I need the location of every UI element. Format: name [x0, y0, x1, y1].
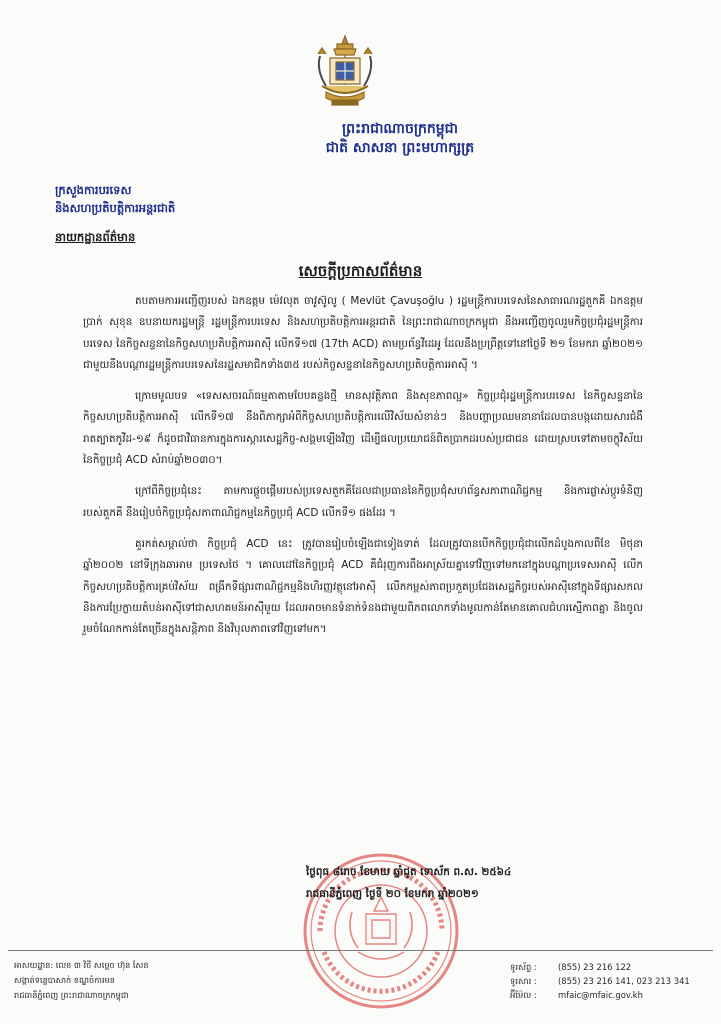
paragraph-3: ក្រៅពីកិច្ចប្រជុំនេះ តាមការផ្ដួចផ្ដើមរបស់ប្រទេសតួកគីដែលជាប្រធាននៃកិច្ចប្រជុំសហព័ន្ធសភាពាណិជ្ជកម្ម និងការផ្លាស់ប្ដូរទំនិញរបស់តួកគី នឹងរៀបចំកិច្ចប្រជុំសភាពាណិជ្ជកម្មនៃកិច្ចប្រជុំ ACD លើកទី១ ផងដែរ ។ — [83, 485, 643, 519]
phone-row — [510, 960, 690, 974]
department-name: នាយកដ្ឋានព័ត៌មាន — [55, 230, 136, 244]
ministry-name — [55, 181, 175, 217]
fax-label: ទូរសារ : — [510, 976, 537, 986]
phone-label: ទូរស័ព្ទ : — [510, 962, 537, 972]
address-line-2: សង្កាត់ទន្លេបាសាក់ ខណ្ឌចំការមន — [14, 975, 115, 985]
fax-value: (855) 23 216 141, 023 213 341 — [558, 976, 690, 986]
ministry-line-2: និងសហប្រតិបត្តិការអន្តរជាតិ — [55, 201, 176, 215]
phone-value[interactable]: (855) 23 216 122 — [558, 962, 632, 972]
footer-contacts — [510, 960, 690, 1002]
ministry-line-1: ក្រសួងការបរទេស — [55, 183, 132, 197]
document-title: សេចក្ដីប្រកាសព័ត៌មាន — [298, 262, 423, 280]
email-row — [510, 988, 690, 1002]
paragraph-2: ក្រោមមូលបទ «ទេសសចរណ៍ធម្មតាតាមបែបគន្លងថ្មី មានសុវត្ថិភាព និងសុខភាពល្អ» កិច្ចប្រជុំរដ្ឋមន្ត្រីការបរទេស នៃកិច្ចសន្ទនានៃកិច្ចសហប្រតិបត្តិការអាស៊ី លើកទី១៧ នឹងពិភាក្សាអំពីកិច្ចសហប្រតិបត្តិការលើវិស័យសំខាន់ៗ និងបញ្ហាប្រឈមនានាដែលបានបង្កដោយសារជំងឺរាតត្បាតកូវីដ-១៩ ក៏ដូចជាវិធានការក្នុងការស្ដារសេដ្ឋកិច្ច-សង្គមឡើងវិញ ដើម្បីផលប្រយោជន៍ពិតប្រាកដរបស់ប្រជាជន ដោយស្របទៅតាមចក្ខុវិស័យនៃកិច្ចប្រជុំ ACD សំរាប់ឆ្នាំ២០៣០។ — [83, 390, 643, 467]
kingdom-motto — [250, 120, 550, 158]
address-line-1: អាសយដ្ឋាន: លេខ ៣ វិថី សម្ដេច ហ៊ុន សែន — [14, 960, 149, 970]
paragraph-1: តបតាមការអញ្ជើញរបស់ ឯកឧត្តម ម៉េវលុត ចាវូស៊ូលូ ( Mevlüt Çavuşoğlu ) រដ្ឋមន្ត្រីការបរទេសនៃសាធារណរដ្ឋតួកគី ឯកឧត្តម ប្រាក់ សុខុន ឧបនាយករដ្ឋមន្ត្រី រដ្ឋមន្ត្រីការបរទេស និងសហប្រតិបត្តិការអន្តរជាតិ នៃព្រះរាជាណាចក្រកម្ពុជា នឹងអញ្ជើញចូលរួមកិច្ចប្រជុំរដ្ឋមន្ត្រីការបរទេស នៃកិច្ចសន្ទនានៃកិច្ចសហប្រតិបត្តិការអាស៊ី លើកទី១៧ (17th ACD) តាមប្រព័ន្ធវីដេអូ ដែលនឹងប្រព្រឹត្តទៅនៅថ្ងៃទី ២១ ខែមករា ឆ្នាំ២០២១ ជាមួយនឹងបណ្ដារដ្ឋមន្ត្រីការបរទេសនៃរដ្ឋសមាជិកទាំង៣៥ របស់កិច្ចសន្ទនានៃកិច្ចសហប្រតិបត្តិការអាស៊ី ។ — [83, 295, 643, 371]
address-line-3: រាជធានីភ្នំពេញ ព្រះរាជាណាចក្រកម្ពុជា — [14, 990, 129, 1000]
email-link[interactable]: mfaic@mfaic.gov.kh — [558, 990, 643, 1000]
footer-divider — [8, 950, 713, 951]
kingdom-name: ព្រះរាជាណាចក្រកម្ពុជា — [341, 121, 458, 137]
royal-coat-of-arms-emblem — [312, 34, 378, 108]
lunar-date: ថ្ងៃពុធ ៨រោច ខែមាឃ ឆ្នាំជូត ទោស័ក ព.ស. ២៥៦៤ — [306, 866, 512, 878]
email-label: អ៊ីម៉ែល : — [510, 990, 537, 1000]
footer-address — [14, 958, 149, 1003]
place-and-date: រាជធានីភ្នំពេញ ថ្ងៃទី ២០ ខែមករា ឆ្នាំ២០២១ — [306, 888, 479, 900]
document-body — [83, 291, 643, 650]
fax-row — [510, 974, 690, 988]
national-motto: ជាតិ សាសនា ព្រះមហាក្សត្រ — [325, 140, 475, 156]
paragraph-4: គួរកត់សម្គាល់ថា កិច្ចប្រជុំ ACD នេះ ត្រូវបានរៀបចំឡើងជាទៀងទាត់ ដែលត្រូវបានបើកកិច្ចប្រជុំជាលើកដំបូងកាលពីខែ មិថុនា ឆ្នាំ២០០២ នៅទីក្រុងឆាអាម ប្រទេសថៃ ។ គោលដៅនៃកិច្ចប្រជុំ ACD គឺជំរុញការពឹងអាស្រ័យគ្នាទៅវិញទៅមកនៅក្នុងបណ្ដាប្រទេសអាស៊ី លើកកិច្ចសហប្រតិបត្តិការគ្រប់វិស័យ ពង្រីកទីផ្សារពាណិជ្ជកម្មនិងហិរញ្ញវត្ថុនៅអាស៊ី លើកកម្ពស់ភាពប្រកួតប្រជែងសេដ្ឋកិច្ចរបស់អាស៊ីនៅក្នុងទីផ្សារសកល និងការប្រែក្លាយតំបន់អាស៊ីទៅជាសហគមន៍អាស៊ីមួយ ដែលអាចមានទំនាក់ទំនងជាមួយពិភពលោកទាំងមូលកាន់តែមានគោលជំហរស្មើភាពគ្នា និងចូលរួមចំណែកកាន់តែច្រើនក្នុងសន្តិភាព និងវិបុលភាពទៅវិញទៅមក។ — [83, 537, 643, 636]
date-block — [306, 861, 511, 905]
